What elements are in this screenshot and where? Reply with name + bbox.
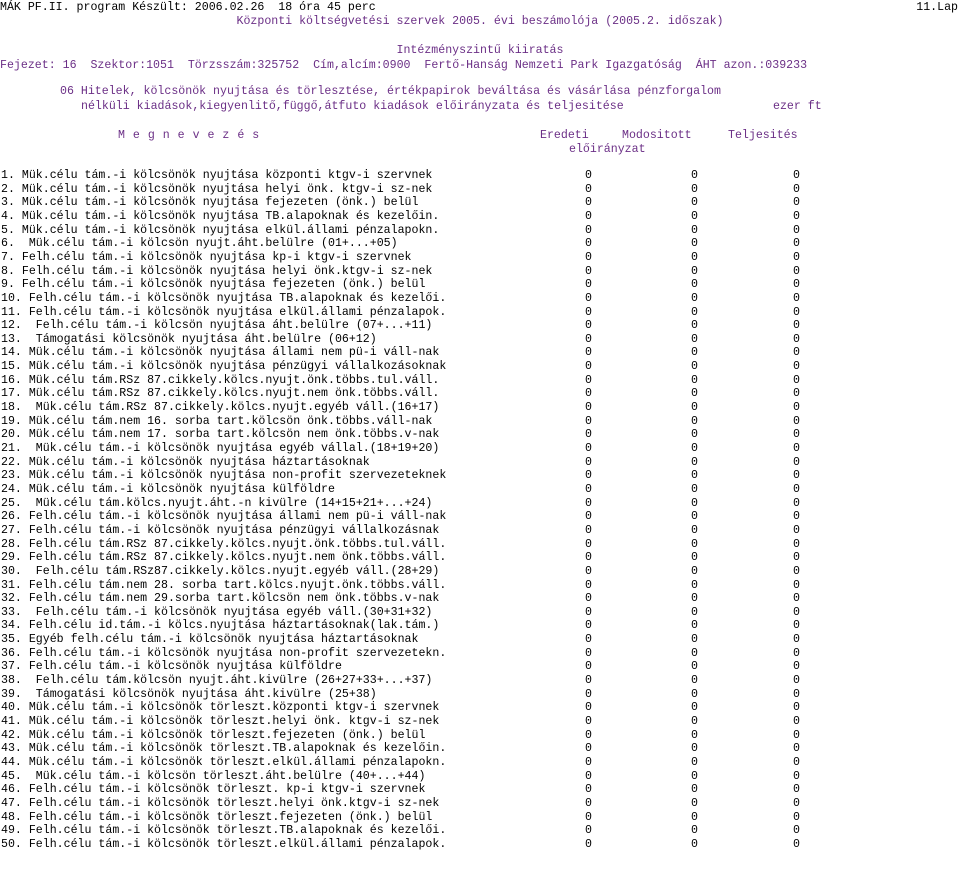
row-label: 34. Felh.célu id.tám.-i kölcs.nyujtása háztartásoknak(lak.tám.): [1, 619, 440, 633]
teljesites-value: 0: [793, 810, 800, 824]
teljesites-value: 0: [793, 237, 800, 251]
eredeti-value: 0: [585, 824, 592, 838]
teljesites-value: 0: [793, 755, 800, 769]
row-label: 2. Mük.célu tám.-i kölcsönök nyujtása helyi önk. ktgv-i sz-nek: [1, 182, 433, 196]
table-row: [0, 360, 960, 374]
document-title: Központi költségvetési szervek 2005. évi beszámolója (2005.2. időszak): [236, 15, 724, 28]
eredeti-value: 0: [585, 769, 592, 783]
table-row: [0, 742, 960, 756]
modositott-value: 0: [691, 373, 698, 387]
table-row: [0, 333, 960, 347]
modositott-value: 0: [691, 387, 698, 401]
table-row: [0, 783, 960, 797]
eredeti-value: 0: [585, 564, 592, 578]
eredeti-value: 0: [585, 755, 592, 769]
teljesites-value: 0: [793, 769, 800, 783]
table-row: [0, 797, 960, 811]
table-row: [0, 619, 960, 633]
eredeti-value: 0: [585, 442, 592, 455]
table-row: [0, 224, 960, 238]
modositott-value: 0: [691, 332, 698, 346]
eredeti-value: 0: [585, 810, 592, 824]
teljesites-value: 0: [793, 291, 800, 305]
table-row: [0, 428, 960, 442]
eredeti-value: 0: [585, 619, 592, 633]
modositott-value: 0: [691, 237, 698, 251]
row-label: 14. Mük.célu tám.-i kölcsönök nyujtása állami nem pü-i váll-nak: [1, 346, 440, 360]
table-row: [0, 374, 960, 388]
column-header-modositott: Modositott: [622, 129, 692, 142]
row-label: 31. Felh.célu tám.nem 28. sorba tart.kölcs.nyujt.önk.többs.váll.: [1, 578, 447, 592]
teljesites-value: 0: [793, 346, 800, 360]
teljesites-value: 0: [793, 796, 800, 810]
table-row: [0, 483, 960, 497]
table-row: [0, 565, 960, 579]
modositott-value: 0: [691, 510, 698, 524]
table-row: [0, 265, 960, 279]
modositott-value: 0: [691, 810, 698, 824]
modositott-value: 0: [691, 837, 698, 851]
row-label: 48. Felh.célu tám.-i kölcsönök törleszt.fejezeten (önk.) belül: [1, 810, 433, 824]
table-row: [0, 606, 960, 620]
modositott-value: 0: [691, 687, 698, 701]
row-label: 7. Felh.célu tám.-i kölcsönök nyujtása kp-i ktgv-i szervnek: [1, 250, 412, 264]
eredeti-value: 0: [585, 401, 592, 415]
institution-info: Fejezet: 16 Szektor:1051 Törzsszám:325752 Cím,alcím:0900 Fertő-Hanság Nemzeti Park Igazgatóság ÁHT azon.:039233: [0, 59, 808, 72]
table-row: [0, 592, 960, 606]
table-row: [0, 319, 960, 333]
eredeti-value: 0: [585, 250, 592, 264]
eredeti-value: 0: [585, 387, 592, 401]
page-number: 11.Lap: [916, 1, 958, 14]
modositott-value: 0: [691, 592, 698, 606]
eredeti-value: 0: [585, 319, 592, 333]
eredeti-value: 0: [585, 360, 592, 374]
teljesites-value: 0: [793, 469, 800, 483]
row-label: 40. Mük.célu tám.-i kölcsönök törleszt.központi ktgv-i szervnek: [1, 701, 440, 715]
table-row: [0, 278, 960, 292]
modositott-value: 0: [691, 674, 698, 688]
table-row: [0, 292, 960, 306]
row-label: 1. Mük.célu tám.-i kölcsönök nyujtása központi ktgv-i szervnek: [1, 169, 433, 182]
eredeti-value: 0: [585, 510, 592, 524]
teljesites-value: 0: [793, 496, 800, 510]
row-label: 6. Mük.célu tám.-i kölcsön nyujt.áht.belülre (01+...+05): [1, 237, 398, 251]
row-label: 15. Mük.célu tám.-i kölcsönök nyujtása pénzügyi vállalkozásoknak: [1, 360, 447, 374]
teljesites-value: 0: [793, 455, 800, 469]
teljesites-value: 0: [793, 837, 800, 851]
eredeti-value: 0: [585, 537, 592, 551]
row-label: 21. Mük.célu tám.-i kölcsönök nyujtása egyéb vállal.(18+19+20): [1, 442, 440, 455]
table-row: [0, 346, 960, 360]
modositott-value: 0: [691, 223, 698, 237]
eredeti-value: 0: [585, 264, 592, 278]
eredeti-value: 0: [585, 496, 592, 510]
teljesites-value: 0: [793, 264, 800, 278]
row-label: 5. Mük.célu tám.-i kölcsönök nyujtása elkül.állami pénzalapokn.: [1, 223, 440, 237]
modositott-value: 0: [691, 715, 698, 728]
modositott-value: 0: [691, 250, 698, 264]
row-label: 49. Felh.célu tám.-i kölcsönök törleszt.TB.alapoknak és kezelői.: [1, 824, 447, 838]
modositott-value: 0: [691, 264, 698, 278]
column-header-teljesites: Teljesités: [728, 129, 798, 142]
modositott-value: 0: [691, 182, 698, 196]
eredeti-value: 0: [585, 783, 592, 797]
table-row: [0, 660, 960, 674]
report-caption-line-1: 06 Hitelek, kölcsönök nyujtása és törlesztése, értékpapirok beváltása és vásárlása pénzforgalom: [60, 85, 721, 98]
teljesites-value: 0: [793, 360, 800, 374]
eredeti-value: 0: [585, 182, 592, 196]
table-row: [0, 387, 960, 401]
column-header-eredeti: Eredeti: [540, 129, 589, 142]
modositott-value: 0: [691, 783, 698, 797]
row-label: 26. Felh.célu tám.-i kölcsönök nyujtása állami nem pü-i váll-nak: [1, 510, 447, 524]
eredeti-value: 0: [585, 660, 592, 674]
modositott-value: 0: [691, 523, 698, 537]
eredeti-value: 0: [585, 469, 592, 483]
eredeti-value: 0: [585, 196, 592, 210]
table-row: [0, 251, 960, 265]
teljesites-value: 0: [793, 182, 800, 196]
modositott-value: 0: [691, 633, 698, 647]
table-row: [0, 196, 960, 210]
eredeti-value: 0: [585, 455, 592, 469]
row-label: 24. Mük.célu tám.-i kölcsönök nyujtása külföldre: [1, 482, 335, 496]
row-label: 23. Mük.célu tám.-i kölcsönök nyujtása non-profit szervezeteknek: [1, 469, 447, 483]
teljesites-value: 0: [793, 783, 800, 797]
eredeti-value: 0: [585, 837, 592, 851]
table-row: [0, 538, 960, 552]
row-label: 22. Mük.célu tám.-i kölcsönök nyujtása háztartásoknak: [1, 455, 370, 469]
row-label: 29. Felh.célu tám.RSz 87.cikkely.kölcs.nyujt.nem önk.többs.váll.: [1, 551, 447, 565]
table-row: [0, 824, 960, 838]
modositott-value: 0: [691, 455, 698, 469]
teljesites-value: 0: [793, 619, 800, 633]
modositott-value: 0: [691, 769, 698, 783]
row-label: 4. Mük.célu tám.-i kölcsönök nyujtása TB.alapoknak és kezelőin.: [1, 209, 440, 223]
table-row: [0, 674, 960, 688]
table-row: [0, 701, 960, 715]
table-row: [0, 579, 960, 593]
table-row: [0, 551, 960, 565]
modositott-value: 0: [691, 360, 698, 374]
table-row: [0, 770, 960, 784]
teljesites-value: 0: [793, 701, 800, 715]
report-caption-line-2: nélküli kiadások,kiegyenlitő,függő,átfuto kiadások előirányzata és teljesitése: [81, 100, 624, 113]
eredeti-value: 0: [585, 578, 592, 592]
eredeti-value: 0: [585, 633, 592, 647]
row-label: 9. Felh.célu tám.-i kölcsönök nyujtása fejezeten (önk.) belül: [1, 278, 426, 292]
table-row: [0, 456, 960, 470]
eredeti-value: 0: [585, 674, 592, 688]
row-label: 17. Mük.célu tám.RSz 87.cikkely.kölcs.nyujt.nem önk.többs.váll.: [1, 387, 440, 401]
table-row: [0, 442, 960, 456]
row-label: 8. Felh.célu tám.-i kölcsönök nyujtása helyi önk.ktgv-i sz-nek: [1, 264, 433, 278]
teljesites-value: 0: [793, 482, 800, 496]
modositott-value: 0: [691, 291, 698, 305]
teljesites-value: 0: [793, 633, 800, 647]
eredeti-value: 0: [585, 305, 592, 319]
table-row: [0, 497, 960, 511]
row-label: 35. Egyéb felh.célu tám.-i kölcsönök nyujtása háztartásoknak: [1, 633, 419, 647]
modositott-value: 0: [691, 564, 698, 578]
row-label: 30. Felh.célu tám.RSz87.cikkely.kölcs.nyujt.egyéb váll.(28+29): [1, 564, 440, 578]
row-label: 43. Mük.célu tám.-i kölcsönök törleszt.TB.alapoknak és kezelőin.: [1, 742, 447, 756]
teljesites-value: 0: [793, 196, 800, 210]
teljesites-value: 0: [793, 824, 800, 838]
row-label: 19. Mük.célu tám.nem 16. sorba tart.kölcsön önk.többs.váll-nak: [1, 414, 433, 428]
teljesites-value: 0: [793, 442, 800, 455]
table-row: [0, 524, 960, 538]
modositott-value: 0: [691, 169, 698, 182]
modositott-value: 0: [691, 646, 698, 660]
teljesites-value: 0: [793, 742, 800, 756]
table-row: [0, 510, 960, 524]
eredeti-value: 0: [585, 523, 592, 537]
teljesites-value: 0: [793, 715, 800, 728]
modositott-value: 0: [691, 496, 698, 510]
table-row: [0, 811, 960, 825]
teljesites-value: 0: [793, 278, 800, 292]
row-label: 20. Mük.célu tám.nem 17. sorba tart.kölcsön nem önk.többs.v-nak: [1, 428, 440, 442]
eredeti-value: 0: [585, 742, 592, 756]
eredeti-value: 0: [585, 796, 592, 810]
row-label: 25. Mük.célu tám.kölcs.nyujt.áht.-n kivülre (14+15+21+...+24): [1, 496, 433, 510]
table-row: [0, 715, 960, 729]
teljesites-value: 0: [793, 414, 800, 428]
teljesites-value: 0: [793, 674, 800, 688]
table-row: [0, 401, 960, 415]
teljesites-value: 0: [793, 305, 800, 319]
eredeti-value: 0: [585, 482, 592, 496]
eredeti-value: 0: [585, 592, 592, 606]
modositott-value: 0: [691, 796, 698, 810]
modositott-value: 0: [691, 278, 698, 292]
table-row: [0, 838, 960, 852]
column-header-name: M e g n e v e z é s: [118, 129, 260, 142]
row-label: 46. Felh.célu tám.-i kölcsönök törleszt. kp-i ktgv-i szervnek: [1, 783, 426, 797]
modositott-value: 0: [691, 196, 698, 210]
row-label: 45. Mük.célu tám.-i kölcsön törleszt.áht.belülre (40+...+44): [1, 769, 426, 783]
row-label: 27. Felh.célu tám.-i kölcsönök nyujtása pénzügyi vállalkozásnak: [1, 523, 440, 537]
row-label: 33. Felh.célu tám.-i kölcsönök nyujtása egyéb váll.(30+31+32): [1, 605, 433, 619]
table-row: [0, 647, 960, 661]
table-row: [0, 169, 960, 183]
row-label: 3. Mük.célu tám.-i kölcsönök nyujtása fejezeten (önk.) belül: [1, 196, 419, 210]
teljesites-value: 0: [793, 169, 800, 182]
teljesites-value: 0: [793, 223, 800, 237]
table-row: [0, 469, 960, 483]
column-header-eloiranyzat: előirányzat: [569, 143, 646, 156]
eredeti-value: 0: [585, 428, 592, 442]
eredeti-value: 0: [585, 551, 592, 565]
row-label: 16. Mük.célu tám.RSz 87.cikkely.kölcs.nyujt.önk.többs.tul.váll.: [1, 373, 440, 387]
eredeti-value: 0: [585, 223, 592, 237]
report-title: Intézményszintű kiiratás: [396, 44, 564, 57]
teljesites-value: 0: [793, 523, 800, 537]
teljesites-value: 0: [793, 551, 800, 565]
modositott-value: 0: [691, 537, 698, 551]
modositott-value: 0: [691, 305, 698, 319]
row-label: 28. Felh.célu tám.RSz 87.cikkely.kölcs.nyujt.önk.többs.tul.váll.: [1, 537, 447, 551]
teljesites-value: 0: [793, 592, 800, 606]
eredeti-value: 0: [585, 715, 592, 728]
eredeti-value: 0: [585, 332, 592, 346]
table-row: [0, 210, 960, 224]
teljesites-value: 0: [793, 660, 800, 674]
modositott-value: 0: [691, 660, 698, 674]
modositott-value: 0: [691, 755, 698, 769]
teljesites-value: 0: [793, 687, 800, 701]
table-row: [0, 633, 960, 647]
teljesites-value: 0: [793, 332, 800, 346]
unit-label: ezer ft: [773, 100, 822, 113]
modositott-value: 0: [691, 619, 698, 633]
row-label: 44. Mük.célu tám.-i kölcsönök törleszt.elkül.állami pénzalapokn.: [1, 755, 447, 769]
modositott-value: 0: [691, 209, 698, 223]
teljesites-value: 0: [793, 387, 800, 401]
modositott-value: 0: [691, 824, 698, 838]
row-label: 47. Felh.célu tám.-i kölcsönök törleszt.helyi önk.ktgv-i sz-nek: [1, 796, 440, 810]
table-row: [0, 415, 960, 429]
row-label: 10. Felh.célu tám.-i kölcsönök nyujtása TB.alapoknak és kezelői.: [1, 291, 447, 305]
eredeti-value: 0: [585, 728, 592, 742]
eredeti-value: 0: [585, 169, 592, 182]
eredeti-value: 0: [585, 346, 592, 360]
modositott-value: 0: [691, 442, 698, 455]
modositott-value: 0: [691, 605, 698, 619]
row-label: 12. Felh.célu tám.-i kölcsön nyujtása áht.belülre (07+...+11): [1, 319, 433, 333]
table-row: [0, 306, 960, 320]
teljesites-value: 0: [793, 319, 800, 333]
teljesites-value: 0: [793, 401, 800, 415]
teljesites-value: 0: [793, 373, 800, 387]
modositott-value: 0: [691, 551, 698, 565]
row-label: 36. Felh.célu tám.-i kölcsönök nyujtása non-profit szervezetekn.: [1, 646, 447, 660]
teljesites-value: 0: [793, 250, 800, 264]
row-label: 11. Felh.célu tám.-i kölcsönök nyujtása elkül.állami pénzalapok.: [1, 305, 447, 319]
modositott-value: 0: [691, 428, 698, 442]
modositott-value: 0: [691, 728, 698, 742]
table-row: [0, 183, 960, 197]
print-info: MÁK PF.II. program Készült: 2006.02.26 18 óra 45 perc: [0, 1, 376, 14]
teljesites-value: 0: [793, 209, 800, 223]
modositott-value: 0: [691, 414, 698, 428]
modositott-value: 0: [691, 319, 698, 333]
row-label: 32. Felh.célu tám.nem 29.sorba tart.kölcsön nem önk.többs.v-nak: [1, 592, 440, 606]
eredeti-value: 0: [585, 701, 592, 715]
modositott-value: 0: [691, 701, 698, 715]
modositott-value: 0: [691, 578, 698, 592]
row-label: 13. Támogatási kölcsönök nyujtása áht.belülre (06+12): [1, 332, 377, 346]
teljesites-value: 0: [793, 728, 800, 742]
row-label: 37. Felh.célu tám.-i kölcsönök nyujtása külföldre: [1, 660, 342, 674]
table-row: [0, 237, 960, 251]
teljesites-value: 0: [793, 428, 800, 442]
table-row: [0, 729, 960, 743]
teljesites-value: 0: [793, 646, 800, 660]
table-row: [0, 688, 960, 702]
teljesites-value: 0: [793, 510, 800, 524]
modositott-value: 0: [691, 742, 698, 756]
eredeti-value: 0: [585, 291, 592, 305]
row-label: 18. Mük.célu tám.RSz 87.cikkely.kölcs.nyujt.egyéb váll.(16+17): [1, 401, 440, 415]
row-label: 39. Támogatási kölcsönök nyujtása áht.kivülre (25+38): [1, 687, 377, 701]
teljesites-value: 0: [793, 605, 800, 619]
modositott-value: 0: [691, 401, 698, 415]
eredeti-value: 0: [585, 646, 592, 660]
modositott-value: 0: [691, 346, 698, 360]
eredeti-value: 0: [585, 373, 592, 387]
teljesites-value: 0: [793, 564, 800, 578]
row-label: 41. Mük.célu tám.-i kölcsönök törleszt.helyi önk. ktgv-i sz-nek: [1, 715, 440, 728]
eredeti-value: 0: [585, 605, 592, 619]
row-label: 42. Mük.célu tám.-i kölcsönök törleszt.fejezeten (önk.) belül: [1, 728, 426, 742]
row-label: 50. Felh.célu tám.-i kölcsönök törleszt.elkül.állami pénzalapok.: [1, 837, 447, 851]
modositott-value: 0: [691, 469, 698, 483]
teljesites-value: 0: [793, 537, 800, 551]
eredeti-value: 0: [585, 237, 592, 251]
eredeti-value: 0: [585, 414, 592, 428]
table-row: [0, 756, 960, 770]
row-label: 38. Felh.célu tám.kölcsön nyujt.áht.kivülre (26+27+33+...+37): [1, 674, 433, 688]
eredeti-value: 0: [585, 278, 592, 292]
eredeti-value: 0: [585, 687, 592, 701]
teljesites-value: 0: [793, 578, 800, 592]
modositott-value: 0: [691, 482, 698, 496]
eredeti-value: 0: [585, 209, 592, 223]
